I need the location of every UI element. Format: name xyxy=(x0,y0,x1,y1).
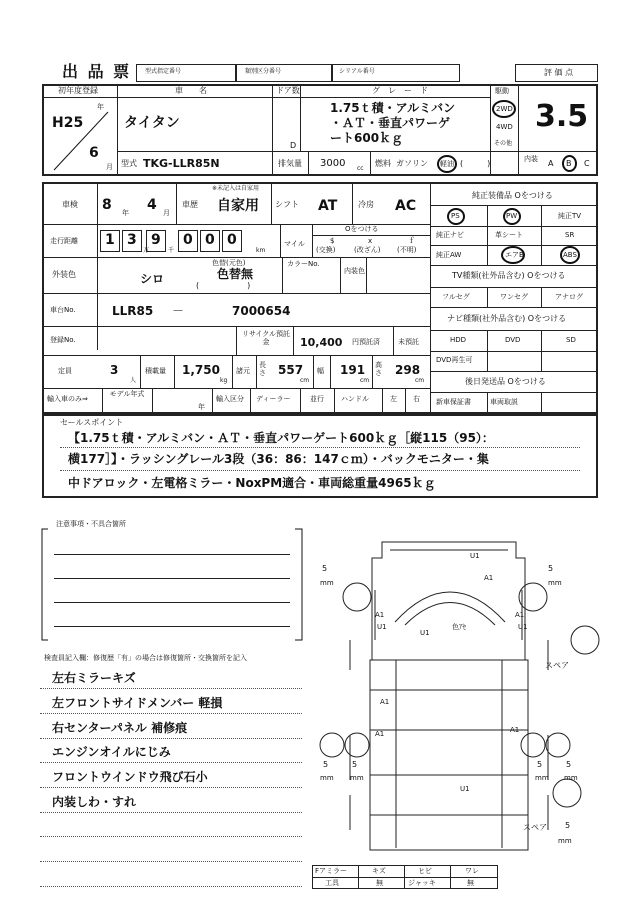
equip-airbag: エアB xyxy=(505,251,524,259)
width-value: 191 xyxy=(340,363,366,377)
fuel-gasoline: ガソリン xyxy=(396,159,428,168)
notes-label: 注意事項・不具合箇所 xyxy=(56,520,126,528)
length-value: 557 xyxy=(278,363,304,377)
inspector-label: 検査員記入欄：修復歴「有」の場合は修復箇所・交換箇所を記入 xyxy=(44,654,247,662)
sales-point-line-1: 【1.75ｔ積・アルミバン・ＡＴ・垂直パワーゲート600ｋｇ［縦115（95）： xyxy=(68,431,494,445)
grade-line-3: ート600ｋｇ xyxy=(330,131,404,145)
shaken-month: 4 xyxy=(147,197,157,213)
grade-label: グ レ ー ド xyxy=(372,86,428,95)
equip-leather: 革シート xyxy=(495,231,523,239)
note-item-4: エンジンオイルにじみ xyxy=(52,745,171,759)
equip-abs: ABS xyxy=(563,251,577,259)
history-value: 自家用 xyxy=(217,198,259,214)
shaken-year: 8 xyxy=(102,197,112,213)
drive-4wd: 4WD xyxy=(496,123,513,131)
spare-label-2: スペア xyxy=(523,823,547,832)
doors-label: ドア数 xyxy=(276,86,300,95)
diagram-a1-5: A1 xyxy=(375,730,385,738)
class-no-box: 類別区分番号 xyxy=(236,64,332,82)
sales-point-line-2: 横177］】・ラッシングレール3段（36：86：147ｃｍ）・バックモニター・集 xyxy=(68,452,489,466)
mileage-digit-4: 0 xyxy=(183,232,193,248)
equip-std-aw: 純正AW xyxy=(436,251,462,259)
notes-bracket xyxy=(40,525,305,645)
diagram-a1-4: A1 xyxy=(380,698,390,706)
diagram-u1-5: U1 xyxy=(460,785,470,793)
diagram-u1-4: U1 xyxy=(518,623,528,631)
mileage-digit-1: 1 xyxy=(105,232,115,248)
diagram-u1-1: U1 xyxy=(470,552,480,560)
spare-label-1: スペア xyxy=(545,661,569,670)
car-name-label: 車 名 xyxy=(175,86,207,95)
serial-no-box: シリアル番号 xyxy=(332,64,460,82)
drive-2wd: 2WD xyxy=(496,105,513,113)
grade-line-2: ・ＡＴ・垂直パワーゲ xyxy=(330,116,451,130)
ac-value: AC xyxy=(395,198,417,214)
equip-pw: PW xyxy=(506,212,518,220)
page-title: 出 品 票 xyxy=(62,62,132,81)
load-value: 1,750 xyxy=(182,363,220,377)
attach-title: 後日発送品 Oをつける xyxy=(465,377,546,386)
car-name-value: タイタン xyxy=(124,115,180,131)
diagram-u1-2: U1 xyxy=(377,623,387,631)
sales-point-line-3: 中ドアロック・左電格ミラー・NoxPM適合・車両総重量4965ｋｇ xyxy=(68,476,436,490)
diagram-u1-3: U1 xyxy=(420,629,430,637)
displacement-value: 3000 xyxy=(320,158,346,169)
std-equip-title: 純正装備品 Oをつける xyxy=(472,191,553,200)
diagram-a1-1: A1 xyxy=(484,574,494,582)
sales-points-label: セールスポイント xyxy=(60,418,124,427)
grade-line-1: 1.75ｔ積・アルミバン xyxy=(330,101,456,115)
mileage-digit-6: 0 xyxy=(227,232,237,248)
first-reg-label: 初年度登録 xyxy=(58,86,98,95)
chassis-prefix: LLR85 xyxy=(112,304,154,318)
mileage-digit-5: 0 xyxy=(205,232,215,248)
note-item-1: 左右ミラーキズ xyxy=(52,671,136,685)
chassis-number: 7000654 xyxy=(232,304,291,318)
equip-ps: PS xyxy=(451,212,460,220)
capacity-value: 3 xyxy=(110,363,119,377)
shift-value: AT xyxy=(318,198,338,214)
note-item-5: フロントウインドウ飛び石小 xyxy=(52,770,208,784)
era-value: H25 xyxy=(52,115,84,131)
recycle-value: 10,400 xyxy=(300,336,343,349)
score-label-box: 評 価 点 xyxy=(515,64,598,82)
equip-std-tv: 純正TV xyxy=(558,212,582,220)
diagram-a1-6: A1 xyxy=(510,726,520,734)
month-value: 6 xyxy=(89,145,99,161)
model-value: TKG-LLR85N xyxy=(143,157,220,170)
model-cert-box: 型式指定番号 xyxy=(136,64,236,82)
diagram-a1-3: A1 xyxy=(515,611,525,619)
exterior-value: シロ xyxy=(140,272,165,286)
color-change-value: 色替無 xyxy=(217,267,254,281)
note-item-6: 内装しわ・すれ xyxy=(52,795,137,809)
equip-std-navi: 純正ナビ xyxy=(436,231,464,239)
vehicle-diagram xyxy=(310,530,610,865)
doors-value: D xyxy=(290,141,297,150)
fuel-diesel: 軽油 xyxy=(440,160,454,168)
equip-sr: SR xyxy=(565,231,575,239)
score-value: 3.5 xyxy=(535,99,589,134)
height-value: 298 xyxy=(395,363,421,377)
drive-label: 駆動 xyxy=(495,87,509,95)
drive-other: その他 xyxy=(494,140,513,147)
interior-b: B xyxy=(566,159,572,168)
tv-type-title: TV種類(社外品含む) Oをつける xyxy=(452,271,566,280)
navi-type-title: ナビ種類(社外品含む) Oをつける xyxy=(447,314,567,323)
note-item-2: 左フロントサイドメンバー 軽損 xyxy=(52,696,223,710)
note-item-3: 右センターパネル 補修痕 xyxy=(52,721,188,735)
mileage-digit-3: 9 xyxy=(151,232,161,248)
mileage-digit-2: 3 xyxy=(127,232,137,248)
diagram-a1-2: A1 xyxy=(375,611,385,619)
diagram-hazard: 色ｱｾ xyxy=(452,623,466,631)
